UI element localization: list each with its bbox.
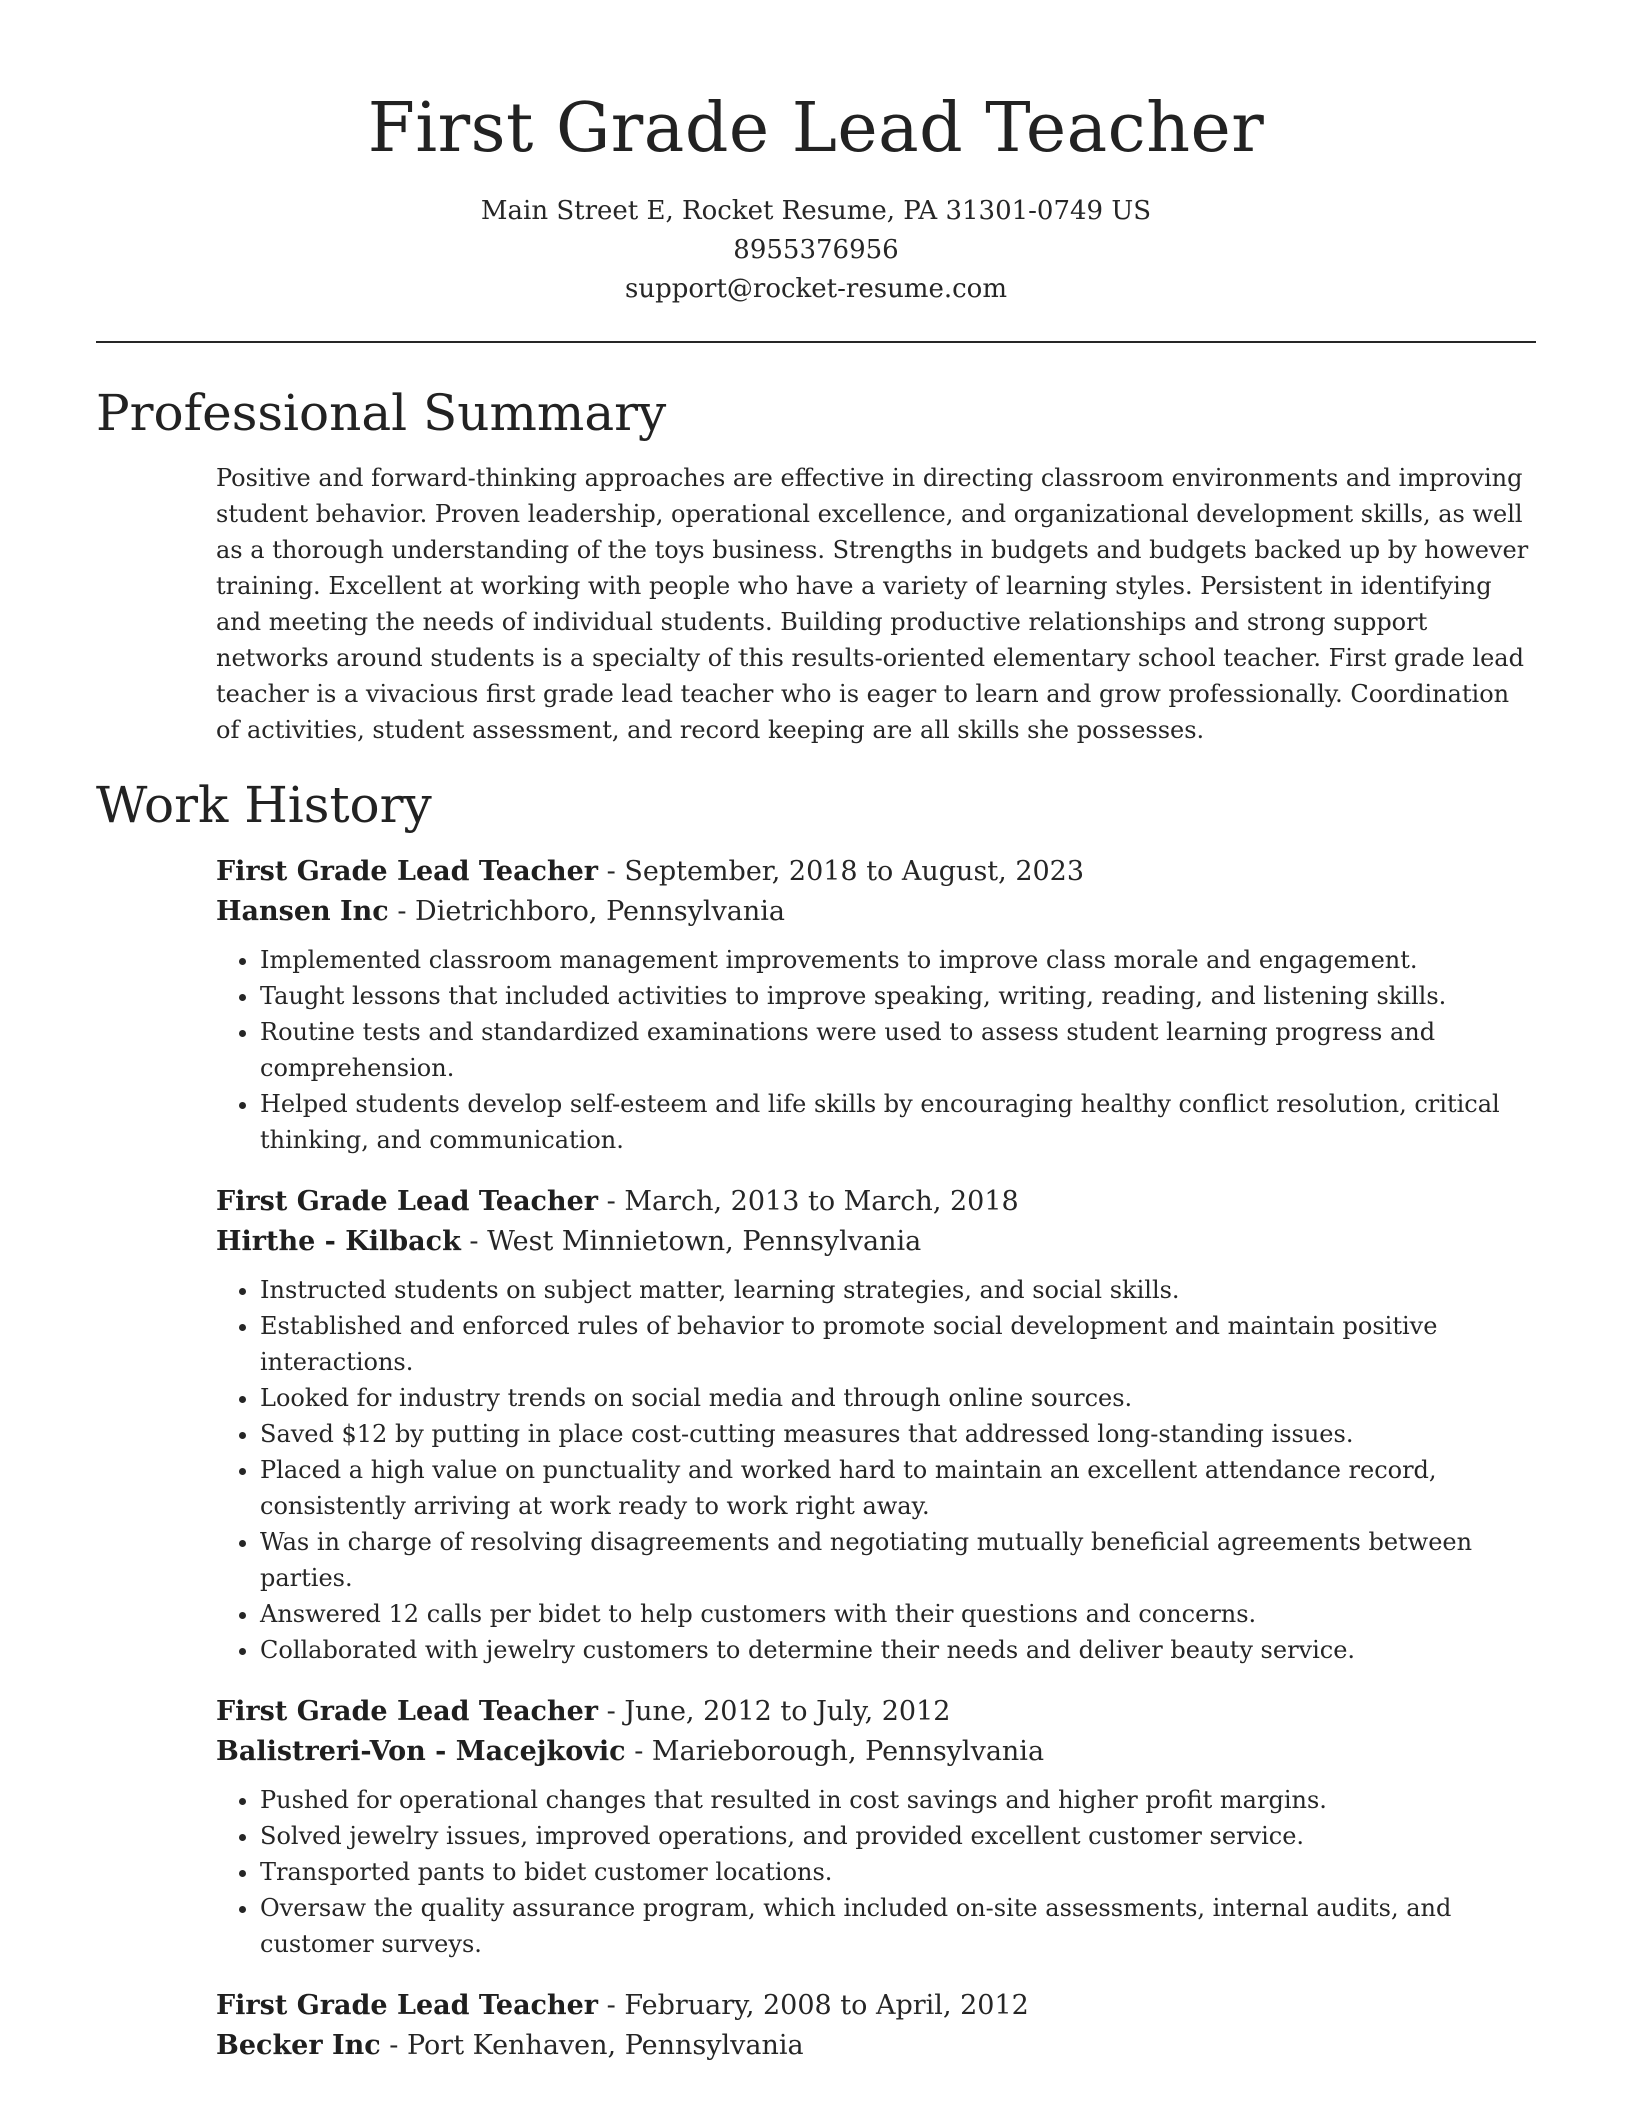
job-bullet: • Implemented classroom management improvements to improve class morale and engagement. — [260, 942, 1536, 978]
job-separator: - — [598, 1990, 625, 2021]
job-bullet: • Placed a high value on punctuality and worked hard to maintain an excellent attendance record, consistently arriving at work ready to work right away. — [260, 1452, 1536, 1524]
resume-header — [0, 0, 1632, 309]
job-bullets — [216, 1272, 1536, 1668]
job-location: West Minnietown, Pennsylvania — [487, 1226, 922, 1257]
contact-block — [0, 192, 1632, 309]
job-company: Hansen Inc — [216, 896, 389, 927]
job-separator: - — [598, 1186, 625, 1217]
job-bullets — [216, 1782, 1536, 1962]
job-bullet: • Instructed students on subject matter, learning strategies, and social skills. — [260, 1272, 1536, 1308]
job-location: Port Kenhaven, Pennsylvania — [406, 2030, 804, 2061]
job-title-line — [216, 852, 1536, 892]
job-separator: - — [598, 1696, 625, 1727]
job-entry — [216, 1692, 1536, 1962]
job-bullet: • Established and enforced rules of behavior to promote social development and maintain positive interactions. — [260, 1308, 1536, 1380]
job-title-line — [216, 1986, 1536, 2026]
job-entry — [216, 1986, 1536, 2066]
contact-phone: 8955376956 — [733, 235, 899, 265]
job-separator: - — [598, 856, 625, 887]
job-bullet: • Looked for industry trends on social media and through online sources. — [260, 1380, 1536, 1416]
header-divider — [96, 341, 1536, 343]
job-bullet: • Answered 12 calls per bidet to help customers with their questions and concerns. — [260, 1596, 1536, 1632]
job-dates: March, 2013 to March, 2018 — [624, 1186, 1019, 1217]
job-role: First Grade Lead Teacher — [216, 1990, 599, 2021]
summary-text: Positive and forward-thinking approaches are effective in directing classroom environments and improving student behavior. Proven leadership, operational excellence, and organizational development skills, as well as a thorough understanding of the toys business. Strengths in budgets and budgets backed up by however training. Excellent at working with people who have a variety of learning styles. Persistent in identifying and meeting the needs of individual students. Building productive relationships and strong support networks around students is a specialty of this results-oriented elementary school teacher. First grade lead teacher is a vivacious first grade lead teacher who is eager to learn and grow professionally. Coordination of activities, student assessment, and record keeping are all skills she possesses. — [216, 464, 1529, 744]
contact-email: support@rocket-resume.com — [624, 274, 1007, 304]
work-history-heading: Work History — [96, 776, 432, 834]
job-bullet: • Saved $12 by putting in place cost-cutting measures that addressed long-standing issues. — [260, 1416, 1536, 1452]
job-bullets — [216, 942, 1536, 1158]
job-company: Becker Inc — [216, 2030, 381, 2061]
job-title-line — [216, 1182, 1536, 1222]
job-company: Balistreri-Von - Macejkovic — [216, 1736, 626, 1767]
job-entry — [216, 852, 1536, 1158]
job-bullet: • Oversaw the quality assurance program, which included on-site assessments, internal audits, and customer surveys. — [260, 1890, 1536, 1962]
job-bullet: • Collaborated with jewelry customers to determine their needs and deliver beauty service. — [260, 1632, 1536, 1668]
job-company-line — [216, 2026, 1536, 2066]
job-location: Dietrichboro, Pennsylvania — [415, 896, 786, 927]
job-dates: September, 2018 to August, 2023 — [624, 856, 1085, 887]
job-bullet: • Transported pants to bidet customer locations. — [260, 1854, 1536, 1890]
job-bullet: • Taught lessons that included activities to improve speaking, writing, reading, and listening skills. — [260, 978, 1536, 1014]
job-company-line — [216, 1732, 1536, 1772]
job-entry — [216, 1182, 1536, 1668]
job-bullet: • Solved jewelry issues, improved operations, and provided excellent customer service. — [260, 1818, 1536, 1854]
summary-heading: Professional Summary — [96, 384, 667, 442]
job-dates: June, 2012 to July, 2012 — [624, 1696, 951, 1727]
job-bullet: • Routine tests and standardized examinations were used to assess student learning progress and comprehension. — [260, 1014, 1536, 1086]
job-separator: - — [388, 896, 416, 927]
job-company: Hirthe - Kilback — [216, 1226, 461, 1257]
job-bullet: • Helped students develop self-esteem and life skills by encouraging healthy conflict resolution, critical thinking, and communication. — [260, 1086, 1536, 1158]
job-role: First Grade Lead Teacher — [216, 856, 599, 887]
job-separator: - — [380, 2030, 407, 2061]
job-role: First Grade Lead Teacher — [216, 1186, 599, 1217]
job-separator: - — [625, 1736, 652, 1767]
work-history-list — [216, 852, 1536, 2090]
job-location: Marieborough, Pennsylvania — [651, 1736, 1045, 1767]
candidate-name: First Grade Lead Teacher — [367, 89, 1265, 168]
job-bullet: • Was in charge of resolving disagreements and negotiating mutually beneficial agreements between parties. — [260, 1524, 1536, 1596]
job-dates: February, 2008 to April, 2012 — [624, 1990, 1029, 2021]
job-title-line — [216, 1692, 1536, 1732]
job-bullet: • Pushed for operational changes that resulted in cost savings and higher profit margins. — [260, 1782, 1536, 1818]
contact-address: Main Street E, Rocket Resume, PA 31301-0749 US — [480, 196, 1152, 226]
job-role: First Grade Lead Teacher — [216, 1696, 599, 1727]
job-company-line — [216, 1222, 1536, 1262]
job-company-line — [216, 892, 1536, 932]
job-separator: - — [460, 1226, 488, 1257]
